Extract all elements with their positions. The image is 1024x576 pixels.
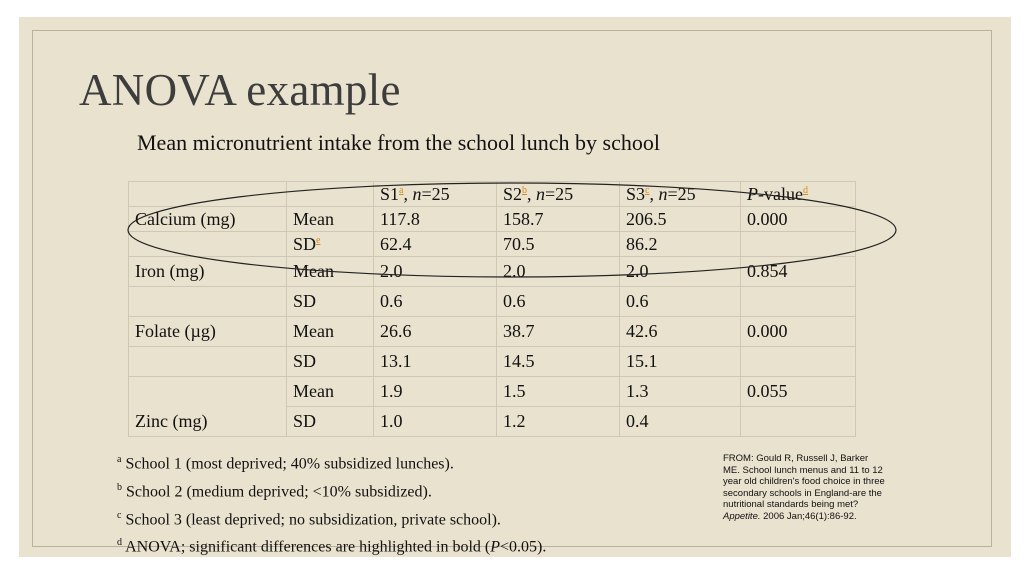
table-header-row bbox=[129, 182, 856, 207]
stat-cell: Mean bbox=[287, 257, 374, 287]
s2-cell: 0.6 bbox=[497, 287, 620, 317]
s2-cell: 1.2 bbox=[497, 407, 620, 437]
table-row bbox=[129, 347, 856, 377]
table-row bbox=[129, 207, 856, 232]
s3-cell: 2.0 bbox=[620, 257, 741, 287]
s3-cell: 206.5 bbox=[620, 207, 741, 232]
p-cell bbox=[741, 347, 856, 377]
s1-cell: 26.6 bbox=[374, 317, 497, 347]
nutrient-cell: Folate (µg) bbox=[129, 317, 287, 347]
s1-cell: 1.0 bbox=[374, 407, 497, 437]
footnote-link-d[interactable]: d bbox=[802, 184, 808, 196]
nutrient-cell: Calcium (mg) bbox=[129, 207, 287, 232]
header-s1: S1$^a$, n=25 bbox=[374, 182, 497, 207]
stat-cell: SD bbox=[287, 347, 374, 377]
nutrient-cell: Iron (mg) bbox=[129, 257, 287, 287]
nutrient-cell bbox=[129, 347, 287, 377]
s2-cell: 70.5 bbox=[497, 232, 620, 257]
table-row bbox=[129, 257, 856, 287]
p-cell: 0.854 bbox=[741, 257, 856, 287]
s3-cell: 0.6 bbox=[620, 287, 741, 317]
s1-cell: 1.9 bbox=[374, 377, 497, 407]
s3-cell: 0.4 bbox=[620, 407, 741, 437]
s2-cell: 1.5 bbox=[497, 377, 620, 407]
stat-cell: SD$^e$ bbox=[287, 232, 374, 257]
s2-cell: 38.7 bbox=[497, 317, 620, 347]
footnote-link-e[interactable]: e bbox=[316, 234, 321, 246]
p-cell bbox=[741, 232, 856, 257]
nutrient-cell: Zinc (mg) bbox=[129, 377, 287, 437]
nutrient-cell bbox=[129, 232, 287, 257]
p-cell: 0.000 bbox=[741, 317, 856, 347]
table-row bbox=[129, 232, 856, 257]
s1-cell: 2.0 bbox=[374, 257, 497, 287]
header-p-value: P-value$^d$ bbox=[741, 182, 856, 207]
p-cell bbox=[741, 287, 856, 317]
footnote-link-c[interactable]: c bbox=[645, 184, 650, 196]
anova-table bbox=[128, 181, 856, 437]
footnote-d: $^d$ ANOVA; significant differences are highlighted in bold (P<0.05). bbox=[117, 537, 547, 556]
s3-cell: 1.3 bbox=[620, 377, 741, 407]
slide-title: ANOVA example bbox=[79, 65, 401, 115]
table-row bbox=[129, 377, 856, 407]
footnote-link-a[interactable]: a bbox=[399, 184, 404, 196]
s3-cell: 15.1 bbox=[620, 347, 741, 377]
table-row bbox=[129, 317, 856, 347]
s2-cell: 14.5 bbox=[497, 347, 620, 377]
footnote-b: $^b$ School 2 (medium deprived; <10% subsidized). bbox=[117, 481, 432, 501]
table-row bbox=[129, 287, 856, 317]
header-s3: S3$^c$, n=25 bbox=[620, 182, 741, 207]
header-empty-cell bbox=[129, 182, 287, 207]
footnotes bbox=[117, 448, 546, 559]
source-citation: FROM: Gould R, Russell J, Barker ME. School lunch menus and 11 to 12 year old children's food choice in three secondary schools in England-are the nutritional standards being met? Appetite. 2006 Jan;46(1):86-92. bbox=[723, 453, 885, 522]
stat-cell: Mean bbox=[287, 207, 374, 232]
s1-cell: 13.1 bbox=[374, 347, 497, 377]
stat-cell: Mean bbox=[287, 317, 374, 347]
footnote-c: $^c$ School 3 (least deprived; no subsidization, private school). bbox=[117, 509, 501, 528]
p-cell: 0.000 bbox=[741, 207, 856, 232]
stat-cell: SD bbox=[287, 287, 374, 317]
s1-cell: 0.6 bbox=[374, 287, 497, 317]
slide-subtitle: Mean micronutrient intake from the school lunch by school bbox=[137, 130, 660, 155]
s1-cell: 62.4 bbox=[374, 232, 497, 257]
s3-cell: 42.6 bbox=[620, 317, 741, 347]
nutrient-cell bbox=[129, 287, 287, 317]
footnote-a: $^a$ School 1 (most deprived; 40% subsidized lunches). bbox=[117, 454, 454, 473]
header-s2: S2$^b$, n=25 bbox=[497, 182, 620, 207]
stat-cell: Mean bbox=[287, 377, 374, 407]
header-empty-cell bbox=[287, 182, 374, 207]
s2-cell: 158.7 bbox=[497, 207, 620, 232]
s2-cell: 2.0 bbox=[497, 257, 620, 287]
s1-cell: 117.8 bbox=[374, 207, 497, 232]
s3-cell: 86.2 bbox=[620, 232, 741, 257]
p-cell: 0.055 bbox=[741, 377, 856, 407]
stat-cell: SD bbox=[287, 407, 374, 437]
footnote-link-b[interactable]: b bbox=[522, 184, 528, 196]
p-cell bbox=[741, 407, 856, 437]
